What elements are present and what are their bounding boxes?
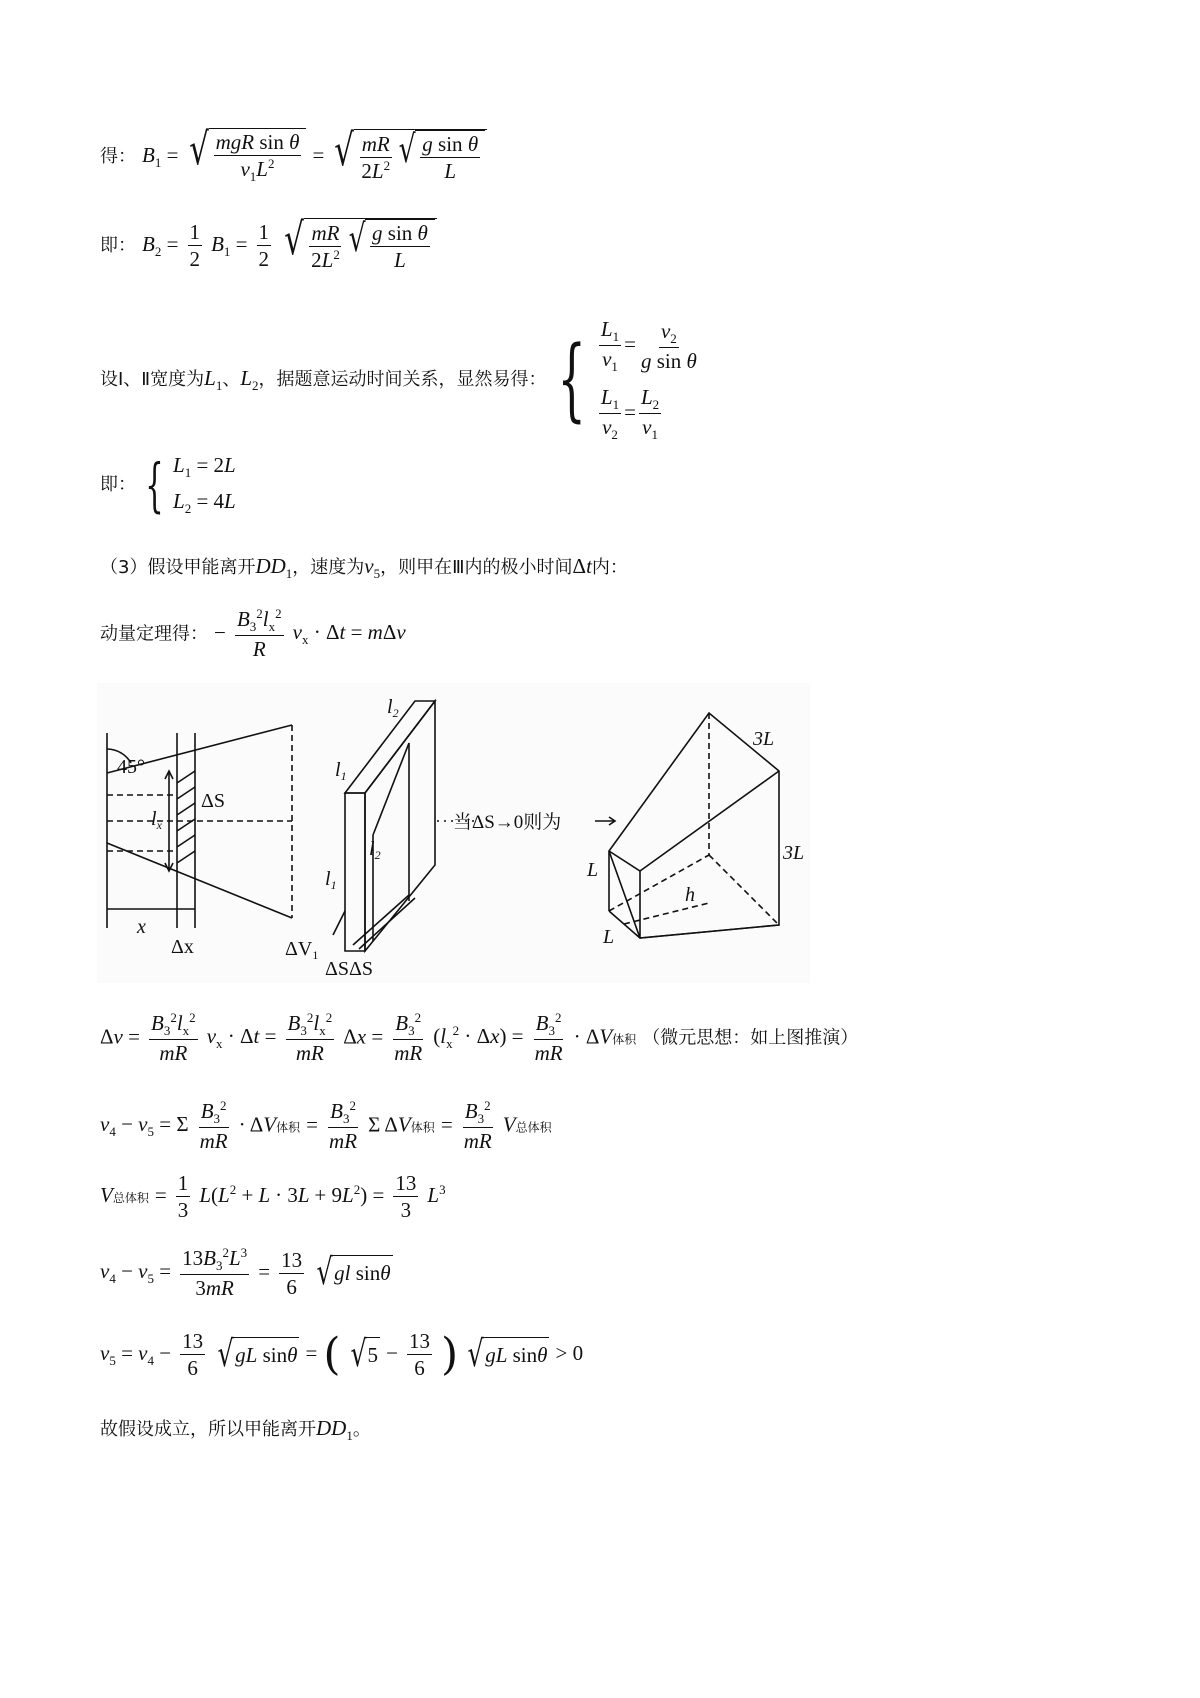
- equation-widths-result: 即： { $L_1 = 2L$ $L_2 = 4L$: [100, 451, 236, 520]
- label-l2-mid: l: [369, 838, 375, 860]
- conclusion-text: 故假设成立，所以甲能离开$DD_1$。: [100, 1416, 371, 1444]
- label-delta-x: Δx: [171, 936, 194, 958]
- note-microelement: （微元思想：如上图推演）: [642, 1027, 859, 1049]
- label-delta-v1: ΔV: [285, 938, 313, 960]
- label-lx: l: [151, 808, 157, 830]
- label-3l-right: 3L: [783, 842, 805, 864]
- label-l-bottom: L: [603, 926, 615, 948]
- svg-text:l1: $l_1$: [325, 868, 337, 892]
- svg-text:l2: $l_2$: [369, 838, 381, 862]
- equation-widths: 设Ⅰ、Ⅱ宽度为$L_1$、$L_2$，据题意运动时间关系，显然易得： { $\frac{L_1}{v_1}$ = $\frac{v_2}{\text{g sin θ}}$ $\frac{L_1}{v_2}$ = $\frac{L_2}{v_1}$: [100, 317, 697, 443]
- prefix-de: 得：: [100, 145, 136, 167]
- figure-derivation: [97, 683, 810, 983]
- svg-text:lx: $l_x$: [151, 808, 162, 832]
- label-l2-top: l: [387, 696, 393, 718]
- equation-v4-v5-result: $v_4 - v_5$ = $\frac{13B_3^2L^3}{3mR}$ = $\frac{13}{6}$ √ gl sin θ: [100, 1245, 391, 1301]
- label-x: x: [137, 916, 146, 938]
- assumption-text: （3）假设甲能离开$DD_1$，速度为$v_5$，则甲在Ⅲ内的极小时间Δt内：: [100, 554, 628, 582]
- figure-svg: [97, 683, 810, 983]
- svg-text:ΔV1: $\Delta V_1$: [285, 938, 319, 962]
- label-delta-s: ΔS: [201, 790, 225, 812]
- equation-v5: $v_5 = v_4$ − $\frac{13}{6}$ √ gL sin θ = ( √ 5 − $\frac{13}{6}$ ) √ gL sin θ > 0: [100, 1328, 584, 1381]
- svg-text:l1: $l_1$: [335, 759, 347, 783]
- prefix-ji: 即：: [100, 234, 136, 256]
- svg-text:l2: $l_2$: [387, 696, 399, 720]
- equation-b2: 即： $B_2$ = $\frac{1}{2}$ $B_1$ = $\frac{1}{2}$ √ $\frac{mR}{2L^2}$ √ $\frac{\text{g sin θ}}{L}$: [100, 218, 437, 274]
- label-l1-top: l: [335, 759, 341, 781]
- equation-momentum: 动量定理得： − $\frac{B_3^2l_x^2}{R}$ $v_x \cdot \Delta t = m\Delta v$: [100, 606, 406, 662]
- label-45-degree: 45°: [117, 756, 145, 778]
- equation-v4-v5-sum: $v_4 - v_5 = \Sigma$ $\frac{B_3^2}{mR}$ · ΔV体积 = $\frac{B_3^2}{mR}$ Σ ΔV体积 = $\frac{B_3^2}{mR}$ V总体积: [100, 1098, 552, 1154]
- label-arrow-text: 当ΔS→0则为: [453, 812, 562, 833]
- label-h: h: [685, 884, 695, 906]
- equation-b1: 得： $B_1$ = √ $\frac{\text{mgR sin θ}}{v_1L^2}$ = √ $\frac{mR}{2L^2}$ √ $\frac{\text{g sin θ}}{L}$: [100, 128, 487, 186]
- label-l1-mid: l: [325, 868, 331, 890]
- label-delta-s-delta-s: ΔSΔS: [325, 958, 373, 980]
- label-l-left: L: [587, 859, 599, 881]
- equation-delta-v: Δv = $\frac{B_3^2l_x^2}{mR}$ $v_x \cdot \Delta t$ = $\frac{B_3^2l_x^2}{mR}$ Δx = $\frac{B_3^2}{mR}$ $(l_x^2 \cdot \Delta x)$ = $\frac{B_3^2}{mR}$ · ΔV体积 （微元思想：如上图推演）: [100, 1010, 859, 1066]
- equation-total-volume: V总体积 = $\frac{1}{3}$ $L(L^2 + L \cdot 3L + 9L^2)$ = $\frac{13}{3}$ $L^3$: [100, 1171, 446, 1223]
- label-3l-top: 3L: [753, 728, 775, 750]
